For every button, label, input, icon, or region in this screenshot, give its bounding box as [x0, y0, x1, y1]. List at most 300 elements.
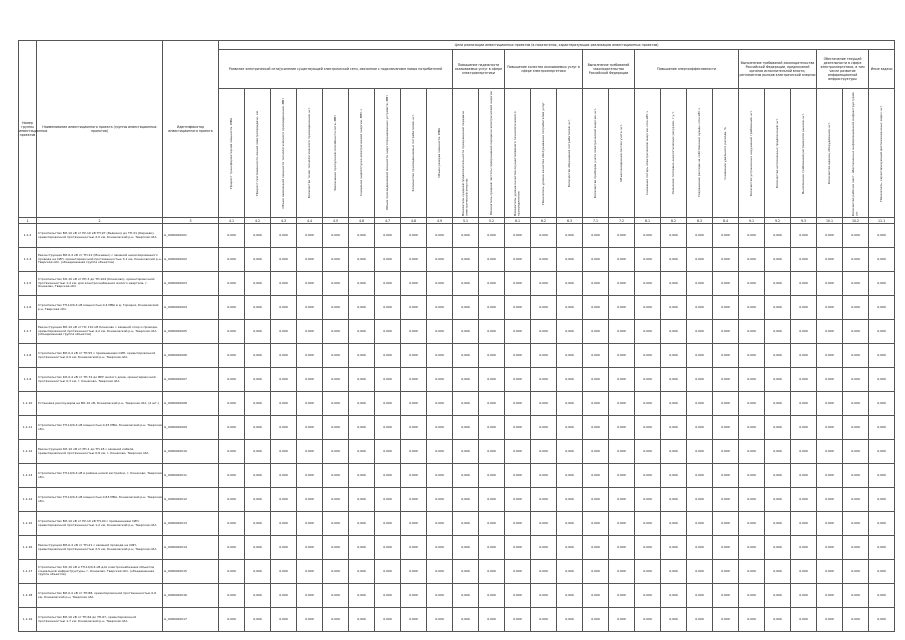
- header-col-project-id: Идентификатор инвестиционного проекта: [163, 41, 219, 218]
- value-cell: 0,000: [323, 248, 349, 272]
- value-cell: 0,000: [791, 512, 817, 536]
- value-cell: 0,000: [479, 248, 505, 272]
- header-subcolumn-label: Увеличение пропускной способности сети, МВт: [332, 115, 337, 191]
- value-cell: 0,000: [349, 344, 375, 368]
- header-col-number: Номер группы инвестиционных проектов: [19, 41, 37, 218]
- row-number: 1.1.13: [19, 464, 37, 488]
- value-cell: 0,000: [583, 320, 609, 344]
- header-group: Выполнение требований законодательства Российской Федерации, предписаний органов исполнительной власти, регламентов рынков электрической энергии: [739, 50, 817, 89]
- value-cell: 0,000: [531, 392, 557, 416]
- value-cell: 0,000: [219, 344, 245, 368]
- value-cell: 0,000: [219, 320, 245, 344]
- table-row: [19, 248, 895, 272]
- value-cell: 0,000: [245, 584, 271, 608]
- value-cell: 0,000: [219, 536, 245, 560]
- value-cell: 0,000: [765, 488, 791, 512]
- value-cell: 0,000: [557, 608, 583, 632]
- value-cell: 0,000: [791, 488, 817, 512]
- value-cell: 0,000: [245, 536, 271, 560]
- value-cell: 0,000: [791, 368, 817, 392]
- value-cell: 0,000: [817, 392, 843, 416]
- header-subcolumn-label: Количество точек технологического присоединения, шт.: [306, 107, 311, 199]
- value-cell: 0,000: [505, 392, 531, 416]
- column-number-cell: 4.7: [375, 218, 401, 224]
- value-cell: 0,000: [557, 368, 583, 392]
- value-cell: 0,000: [479, 608, 505, 632]
- value-cell: 0,000: [661, 488, 687, 512]
- value-cell: 0,000: [271, 296, 297, 320]
- value-cell: 0,000: [557, 272, 583, 296]
- value-cell: 0,000: [401, 488, 427, 512]
- project-name: Реконструкция КЛ-10 кВ от РП-1 до ТП-18 с заменой кабеля, ориентировочной протяженностью 0,8 км, г. Конаково, Тверская обл.: [37, 440, 163, 464]
- value-cell: 0,000: [531, 560, 557, 584]
- value-cell: 0,000: [817, 584, 843, 608]
- value-cell: 0,000: [583, 248, 609, 272]
- header-subcolumn-label: Показатель уровня качества осуществляемого технологического присоединения: [512, 111, 521, 216]
- table-row: [19, 488, 895, 512]
- value-cell: 0,000: [375, 584, 401, 608]
- value-cell: 0,000: [375, 392, 401, 416]
- value-cell: 0,000: [427, 440, 453, 464]
- value-cell: 0,000: [557, 464, 583, 488]
- column-number-cell: 8.4: [713, 218, 739, 224]
- value-cell: 0,000: [869, 440, 895, 464]
- header-subcolumn-label: Объем внедрения систем учета, шт.: [618, 124, 623, 182]
- value-cell: 0,000: [505, 464, 531, 488]
- column-number-cell: 9.3: [791, 218, 817, 224]
- header-group: Обеспечение текущей деятельности в сфере электроэнергетики, в том числе развитие информационной инфраструктуры: [817, 50, 869, 89]
- value-cell: 0,000: [765, 608, 791, 632]
- value-cell: 0,000: [739, 296, 765, 320]
- table-row: [19, 440, 895, 464]
- value-cell: 0,000: [479, 344, 505, 368]
- row-number: 1.1.15: [19, 512, 37, 536]
- header-subcolumn: [791, 89, 817, 218]
- value-cell: 0,000: [635, 248, 661, 272]
- value-cell: 0,000: [557, 512, 583, 536]
- value-cell: 0,000: [765, 584, 791, 608]
- row-number: 1.1.2: [19, 224, 37, 248]
- value-cell: 0,000: [609, 584, 635, 608]
- value-cell: 0,000: [609, 536, 635, 560]
- value-cell: 0,000: [349, 320, 375, 344]
- value-cell: 0,000: [349, 224, 375, 248]
- value-cell: 0,000: [557, 560, 583, 584]
- value-cell: 0,000: [869, 584, 895, 608]
- value-cell: 0,000: [765, 368, 791, 392]
- value-cell: 0,000: [479, 536, 505, 560]
- row-number: 1.1.4: [19, 248, 37, 272]
- value-cell: 0,000: [609, 320, 635, 344]
- table-row: [19, 416, 895, 440]
- header-subcolumn: [531, 89, 557, 218]
- header-subcolumn-label: Снижение недоотпуска электрической энергии, МВт·ч: [358, 109, 363, 197]
- value-cell: 0,000: [531, 368, 557, 392]
- value-cell: 0,000: [427, 320, 453, 344]
- value-cell: 0,000: [817, 440, 843, 464]
- column-number-cell: 7.2: [609, 218, 635, 224]
- value-cell: 0,000: [609, 392, 635, 416]
- value-cell: 0,000: [531, 344, 557, 368]
- value-cell: 0,000: [479, 296, 505, 320]
- value-cell: 0,000: [245, 344, 271, 368]
- value-cell: 0,000: [843, 416, 869, 440]
- value-cell: 0,000: [375, 536, 401, 560]
- value-cell: 0,000: [687, 344, 713, 368]
- value-cell: 0,000: [791, 416, 817, 440]
- value-cell: 0,000: [271, 272, 297, 296]
- value-cell: 0,000: [401, 584, 427, 608]
- value-cell: 0,000: [557, 320, 583, 344]
- value-cell: 0,000: [479, 416, 505, 440]
- value-cell: 0,000: [349, 392, 375, 416]
- value-cell: 0,000: [479, 488, 505, 512]
- value-cell: 0,000: [323, 440, 349, 464]
- project-id: G_0000000006: [163, 344, 219, 368]
- value-cell: 0,000: [791, 560, 817, 584]
- value-cell: 0,000: [791, 440, 817, 464]
- value-cell: 0,000: [349, 464, 375, 488]
- value-cell: 0,000: [427, 488, 453, 512]
- value-cell: 0,000: [687, 224, 713, 248]
- value-cell: 0,000: [843, 392, 869, 416]
- header-subcolumn-label: Показатель средней частоты прекращений передачи электрической энергии: [488, 91, 493, 215]
- value-cell: 0,000: [687, 416, 713, 440]
- value-cell: 0,000: [297, 584, 323, 608]
- header-subcolumn-label: Количество единиц оборудования, шт.: [826, 122, 831, 184]
- value-cell: 0,000: [271, 440, 297, 464]
- value-cell: 0,000: [297, 440, 323, 464]
- value-cell: 0,000: [713, 488, 739, 512]
- value-cell: 0,000: [713, 224, 739, 248]
- project-name: Строительство ТП-10/0,4 кВ мощностью 0,4 МВА в д. Городня, Конаковский р-н, Тверская обл.: [37, 296, 163, 320]
- project-id: G_0000000013: [163, 512, 219, 536]
- project-name: Строительство ТП-10/0,4 кВ мощностью 0,25 МВА, Конаковский р-н, Тверская обл.: [37, 416, 163, 440]
- value-cell: 0,000: [557, 392, 583, 416]
- value-cell: 0,000: [297, 416, 323, 440]
- table-row: [19, 344, 895, 368]
- value-cell: 0,000: [635, 320, 661, 344]
- value-cell: 0,000: [505, 440, 531, 464]
- value-cell: 0,000: [687, 512, 713, 536]
- value-cell: 0,000: [323, 560, 349, 584]
- value-cell: 0,000: [505, 248, 531, 272]
- value-cell: 0,000: [323, 344, 349, 368]
- value-cell: 0,000: [739, 344, 765, 368]
- value-cell: 0,000: [219, 512, 245, 536]
- value-cell: 0,000: [427, 248, 453, 272]
- value-cell: 0,000: [401, 512, 427, 536]
- value-cell: 0,000: [661, 272, 687, 296]
- header-subcolumn-label: Выполнение требований регламентов рынков, шт.: [800, 112, 805, 194]
- value-cell: 0,000: [531, 248, 557, 272]
- header-subcolumn: [349, 89, 375, 218]
- value-cell: 0,000: [843, 224, 869, 248]
- project-name: Строительство КЛ-10 кВ и ТП-10/0,4 кВ для электроснабжения объектов социальной инфраструктуры, г. Конаково, Тверская обл. (объединенная группа объектов): [37, 560, 163, 584]
- value-cell: 0,000: [635, 584, 661, 608]
- value-cell: 0,000: [583, 296, 609, 320]
- project-id: G_0000000011: [163, 464, 219, 488]
- project-id: G_0000000009: [163, 416, 219, 440]
- value-cell: 0,000: [479, 272, 505, 296]
- header-group: Развитие электрической сети/усиление существующей электрической сети, связанное с подключением новых потребителей: [219, 50, 453, 89]
- value-cell: 0,000: [661, 536, 687, 560]
- header-subcolumn: [375, 89, 401, 218]
- value-cell: 0,000: [661, 320, 687, 344]
- value-cell: 0,000: [687, 584, 713, 608]
- value-cell: 0,000: [765, 416, 791, 440]
- header-subcolumn-label: Снижение удельного расхода, %: [722, 126, 727, 180]
- project-id: G_0000000001: [163, 224, 219, 248]
- value-cell: 0,000: [531, 416, 557, 440]
- value-cell: 0,000: [505, 296, 531, 320]
- value-cell: 0,000: [323, 584, 349, 608]
- column-number-cell: 4.1: [219, 218, 245, 224]
- value-cell: 0,000: [219, 608, 245, 632]
- value-cell: 0,000: [271, 512, 297, 536]
- value-cell: 0,000: [791, 608, 817, 632]
- value-cell: 0,000: [713, 584, 739, 608]
- header-subcolumn-label: Количество рабочих мест, обеспеченных информационной инфраструктурой, шт.: [850, 91, 859, 216]
- value-cell: 0,000: [583, 368, 609, 392]
- value-cell: 0,000: [245, 392, 271, 416]
- value-cell: 0,000: [687, 296, 713, 320]
- value-cell: 0,000: [219, 272, 245, 296]
- value-cell: 0,000: [765, 512, 791, 536]
- value-cell: 0,000: [557, 416, 583, 440]
- value-cell: 0,000: [531, 224, 557, 248]
- table-row: [19, 320, 895, 344]
- value-cell: 0,000: [323, 608, 349, 632]
- project-id: G_0000000002: [163, 248, 219, 272]
- project-id: G_0000000017: [163, 608, 219, 632]
- project-name: Установка реклоузеров на ВЛ-10 кВ, Конаковский р-н, Тверская обл. (2 шт.): [37, 392, 163, 416]
- value-cell: 0,000: [219, 368, 245, 392]
- value-cell: 0,000: [583, 512, 609, 536]
- value-cell: 0,000: [557, 440, 583, 464]
- value-cell: 0,000: [531, 440, 557, 464]
- value-cell: 0,000: [817, 512, 843, 536]
- value-cell: 0,000: [557, 248, 583, 272]
- column-number-cell: 6.3: [557, 218, 583, 224]
- value-cell: 0,000: [349, 272, 375, 296]
- value-cell: 0,000: [713, 536, 739, 560]
- value-cell: 0,000: [219, 440, 245, 464]
- value-cell: 0,000: [245, 512, 271, 536]
- value-cell: 0,000: [245, 224, 271, 248]
- value-cell: 0,000: [583, 344, 609, 368]
- value-cell: 0,000: [453, 248, 479, 272]
- value-cell: 0,000: [271, 368, 297, 392]
- value-cell: 0,000: [687, 488, 713, 512]
- value-cell: 0,000: [687, 536, 713, 560]
- header-subcolumn-label: Количество присоединяемых потребителей, шт.: [410, 114, 415, 192]
- header-subcolumn: [453, 89, 479, 218]
- value-cell: 0,000: [661, 368, 687, 392]
- project-id: G_0000000003: [163, 272, 219, 296]
- project-name: Реконструкция ВЛ-0,4 кВ от ТП-21 с заменой провода на СИП, ориентировочной протяженностью 2,5 км, Конаковский р-н, Тверская обл.: [37, 536, 163, 560]
- value-cell: 0,000: [219, 392, 245, 416]
- value-cell: 0,000: [869, 320, 895, 344]
- column-number-cell: 6.2: [531, 218, 557, 224]
- table-row: [19, 608, 895, 632]
- value-cell: 0,000: [271, 392, 297, 416]
- value-cell: 0,000: [817, 272, 843, 296]
- value-cell: 0,000: [687, 464, 713, 488]
- value-cell: 0,000: [271, 224, 297, 248]
- header-subcolumn-label: Прирост трансформаторной мощности, МВА: [228, 117, 233, 189]
- table-row: [19, 560, 895, 584]
- value-cell: 0,000: [609, 512, 635, 536]
- value-cell: 0,000: [453, 584, 479, 608]
- header-subcolumn: [427, 89, 453, 218]
- header-subcolumn-label: Количество приборов учета электрической энергии, шт.: [592, 107, 597, 199]
- value-cell: 0,000: [297, 536, 323, 560]
- value-cell: 0,000: [791, 584, 817, 608]
- value-cell: 0,000: [505, 272, 531, 296]
- value-cell: 0,000: [297, 464, 323, 488]
- value-cell: 0,000: [791, 296, 817, 320]
- header-group: Повышение качества оказываемых услуг в сфере электроэнергетики: [505, 50, 583, 89]
- project-name: Строительство ВЛ-0,4 кВ от ТП-88, ориентировочной протяженностью 0,6 км, Конаковский р-н, Тверская обл.: [37, 584, 163, 608]
- column-number-cell: 2: [37, 218, 163, 224]
- value-cell: 0,000: [557, 224, 583, 248]
- project-id: G_0000000016: [163, 584, 219, 608]
- value-cell: 0,000: [427, 296, 453, 320]
- value-cell: 0,000: [713, 560, 739, 584]
- value-cell: 0,000: [843, 608, 869, 632]
- value-cell: 0,000: [401, 464, 427, 488]
- value-cell: 0,000: [739, 224, 765, 248]
- value-cell: 0,000: [843, 272, 869, 296]
- value-cell: 0,000: [687, 440, 713, 464]
- column-number-cell: 1: [19, 218, 37, 224]
- value-cell: 0,000: [609, 440, 635, 464]
- value-cell: 0,000: [479, 464, 505, 488]
- column-number-cell: 10.1: [817, 218, 843, 224]
- value-cell: 0,000: [869, 536, 895, 560]
- header-subcolumn-label: Количество устраненных нарушений требований, шт.: [748, 109, 753, 197]
- value-cell: 0,000: [271, 560, 297, 584]
- project-id: G_0000000014: [163, 536, 219, 560]
- value-cell: 0,000: [401, 608, 427, 632]
- row-number: 1.1.6: [19, 296, 37, 320]
- value-cell: 0,000: [401, 224, 427, 248]
- value-cell: 0,000: [661, 440, 687, 464]
- value-cell: 0,000: [869, 392, 895, 416]
- value-cell: 0,000: [791, 464, 817, 488]
- value-cell: 0,000: [869, 608, 895, 632]
- value-cell: 0,000: [869, 368, 895, 392]
- value-cell: 0,000: [583, 224, 609, 248]
- value-cell: 0,000: [479, 584, 505, 608]
- value-cell: 0,000: [843, 320, 869, 344]
- value-cell: 0,000: [869, 560, 895, 584]
- value-cell: 0,000: [661, 344, 687, 368]
- value-cell: 0,000: [427, 536, 453, 560]
- value-cell: 0,000: [635, 344, 661, 368]
- value-cell: 0,000: [453, 368, 479, 392]
- value-cell: 0,000: [843, 584, 869, 608]
- header-subcolumn: [505, 89, 531, 218]
- value-cell: 0,000: [765, 248, 791, 272]
- value-cell: 0,000: [609, 296, 635, 320]
- value-cell: 0,000: [453, 320, 479, 344]
- project-name: Строительство ВЛ-10 кВ от РУ-10 кВ ТП-97 (Редкино) до ТП-31 (Киреево), ориентировочной протяженностью 2,0 км, Конаковский р-н, Тверская обл.: [37, 224, 163, 248]
- row-number: 1.1.19: [19, 608, 37, 632]
- value-cell: 0,000: [583, 536, 609, 560]
- value-cell: 0,000: [869, 512, 895, 536]
- value-cell: 0,000: [271, 536, 297, 560]
- value-cell: 0,000: [869, 344, 895, 368]
- column-number-cell: 8.1: [635, 218, 661, 224]
- value-cell: 0,000: [297, 560, 323, 584]
- value-cell: 0,000: [791, 272, 817, 296]
- row-number: 1.1.11: [19, 416, 37, 440]
- header-subcolumn: [765, 89, 791, 218]
- header-subcolumn-label: Количество обращений потребителей, шт.: [566, 118, 571, 188]
- header-subcolumn: [245, 89, 271, 218]
- header-subcolumn: [817, 89, 843, 218]
- value-cell: 0,000: [713, 296, 739, 320]
- row-number: 1.1.5: [19, 272, 37, 296]
- value-cell: 0,000: [713, 440, 739, 464]
- header-subcolumn-label: Показатель уровня качества обслуживания потребителей услуг: [540, 101, 545, 205]
- value-cell: 0,000: [609, 464, 635, 488]
- value-cell: 0,000: [713, 272, 739, 296]
- value-cell: 0,000: [245, 560, 271, 584]
- value-cell: 0,000: [791, 392, 817, 416]
- value-cell: 0,000: [375, 224, 401, 248]
- value-cell: 0,000: [713, 416, 739, 440]
- column-number-cell: 3: [163, 218, 219, 224]
- column-number-cell: 8.2: [661, 218, 687, 224]
- value-cell: 0,000: [687, 608, 713, 632]
- column-number-cell: 11.1: [869, 218, 895, 224]
- column-number-cell: 6.1: [505, 218, 531, 224]
- value-cell: 0,000: [401, 440, 427, 464]
- value-cell: 0,000: [661, 248, 687, 272]
- project-id: G_0000000015: [163, 560, 219, 584]
- project-id: G_0000000012: [163, 488, 219, 512]
- value-cell: 0,000: [271, 320, 297, 344]
- value-cell: 0,000: [453, 344, 479, 368]
- value-cell: 0,000: [739, 464, 765, 488]
- value-cell: 0,000: [401, 392, 427, 416]
- value-cell: 0,000: [739, 272, 765, 296]
- value-cell: 0,000: [765, 392, 791, 416]
- value-cell: 0,000: [427, 392, 453, 416]
- value-cell: 0,000: [271, 344, 297, 368]
- value-cell: 0,000: [453, 536, 479, 560]
- value-cell: 0,000: [817, 248, 843, 272]
- header-subcolumn: [479, 89, 505, 218]
- value-cell: 0,000: [531, 512, 557, 536]
- value-cell: 0,000: [453, 272, 479, 296]
- value-cell: 0,000: [505, 560, 531, 584]
- value-cell: 0,000: [219, 296, 245, 320]
- value-cell: 0,000: [817, 608, 843, 632]
- value-cell: 0,000: [479, 368, 505, 392]
- value-cell: 0,000: [427, 344, 453, 368]
- value-cell: 0,000: [323, 296, 349, 320]
- value-cell: 0,000: [531, 536, 557, 560]
- value-cell: 0,000: [245, 248, 271, 272]
- header-subcolumn: [271, 89, 297, 218]
- value-cell: 0,000: [609, 248, 635, 272]
- value-cell: 0,000: [635, 560, 661, 584]
- value-cell: 0,000: [219, 248, 245, 272]
